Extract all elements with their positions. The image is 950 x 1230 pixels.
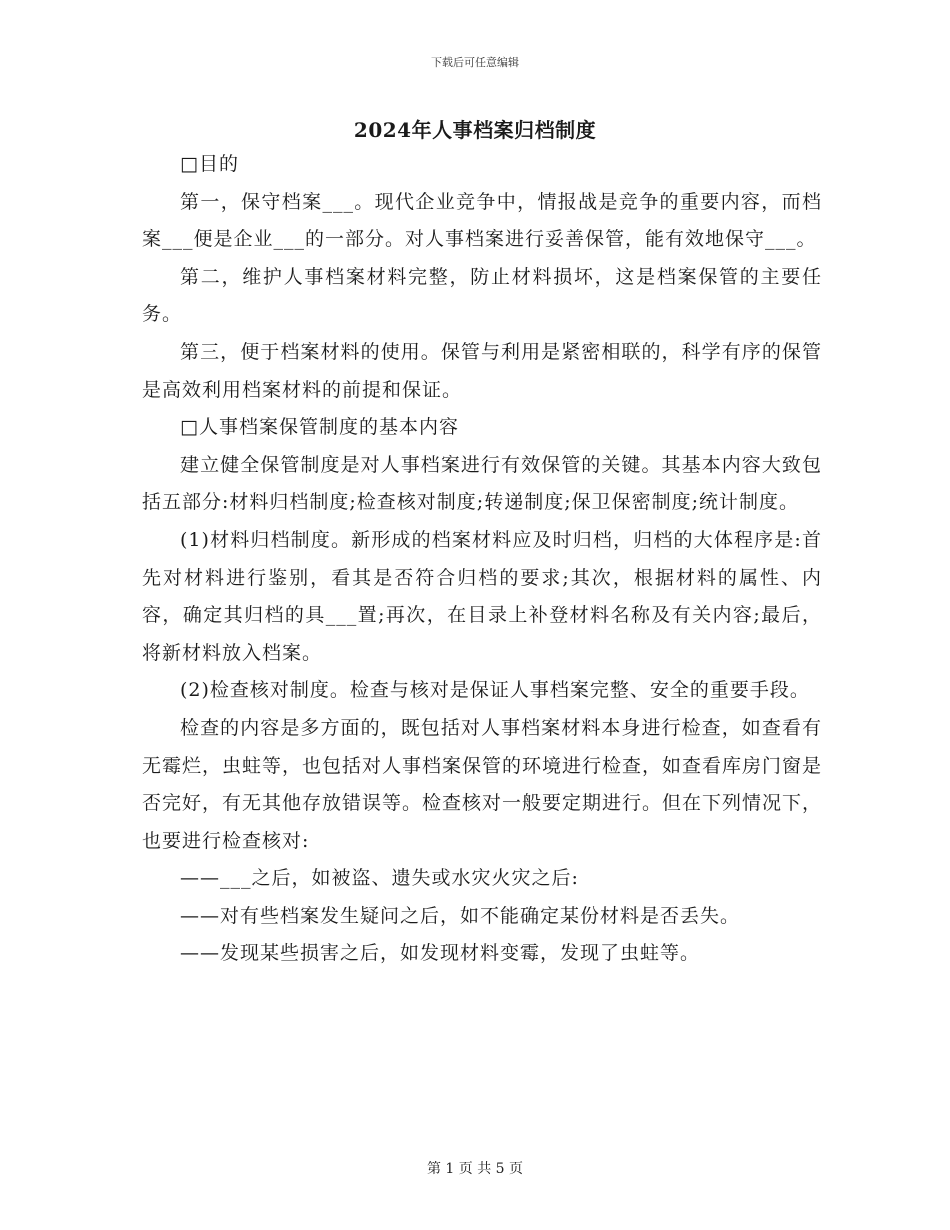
section-heading-purpose: □目的 [180,153,239,175]
paragraph: 建立健全保管制度是对人事档案进行有效保管的关键。其基本内容大致包括五部分:材料归档制度;检查核对制度;转递制度;保卫保密制度;统计制度。 [142,453,822,514]
document-body [142,146,822,973]
section-heading-basic-content: □人事档案保管制度的基本内容 [180,416,459,439]
paragraph: 第三，便于档案材料的使用。保管与利用是紧密相联的，科学有序的保管是高效利用档案材料的前提和保证。 [142,340,822,401]
paragraph: 第二，维护人事档案材料完整，防止材料损坏，这是档案保管的主要任务。 [142,265,822,326]
paragraph: (2)检查核对制度。检查与核对是保证人事档案完整、安全的重要手段。 [180,679,810,702]
list-item: ——发现某些损害之后，如发现材料变霉，发现了虫蛀等。 [180,942,701,965]
header-note: 下载后可任意编辑 [431,56,519,69]
paragraph: (1)材料归档制度。新形成的档案材料应及时归档，归档的大体程序是:首先对材料进行鉴别，看其是否符合归档的要求;其次，根据材料的属性、内容，确定其归档的具___置;再次，在目录上补登材料名称及有关内容;最后，将新材料放入档案。 [142,528,822,664]
list-item: ——对有些档案发生疑问之后，如不能确定某份材料是否丢失。 [180,904,741,927]
paragraph: 检查的内容是多方面的，既包括对人事档案材料本身进行检查，如查看有无霉烂，虫蛀等，也包括对人事档案保管的环境进行检查，如查看库房门窗是否完好，有无其他存放错误等。检查核对一般要定期进行。但在下列情况下，也要进行检查核对: [142,716,823,852]
document-title: 2024年人事档案归档制度 [353,118,597,142]
paragraph: 第一，保守档案___。现代企业竞争中，情报战是竞争的重要内容，而档案___便是企业___的一部分。对人事档案进行妥善保管，能有效地保守___。 [142,190,822,251]
page-indicator: 第 1 页 共 5 页 [426,1161,524,1177]
list-item: ——___之后，如被盗、遗失或水灾火灾之后: [180,867,579,890]
